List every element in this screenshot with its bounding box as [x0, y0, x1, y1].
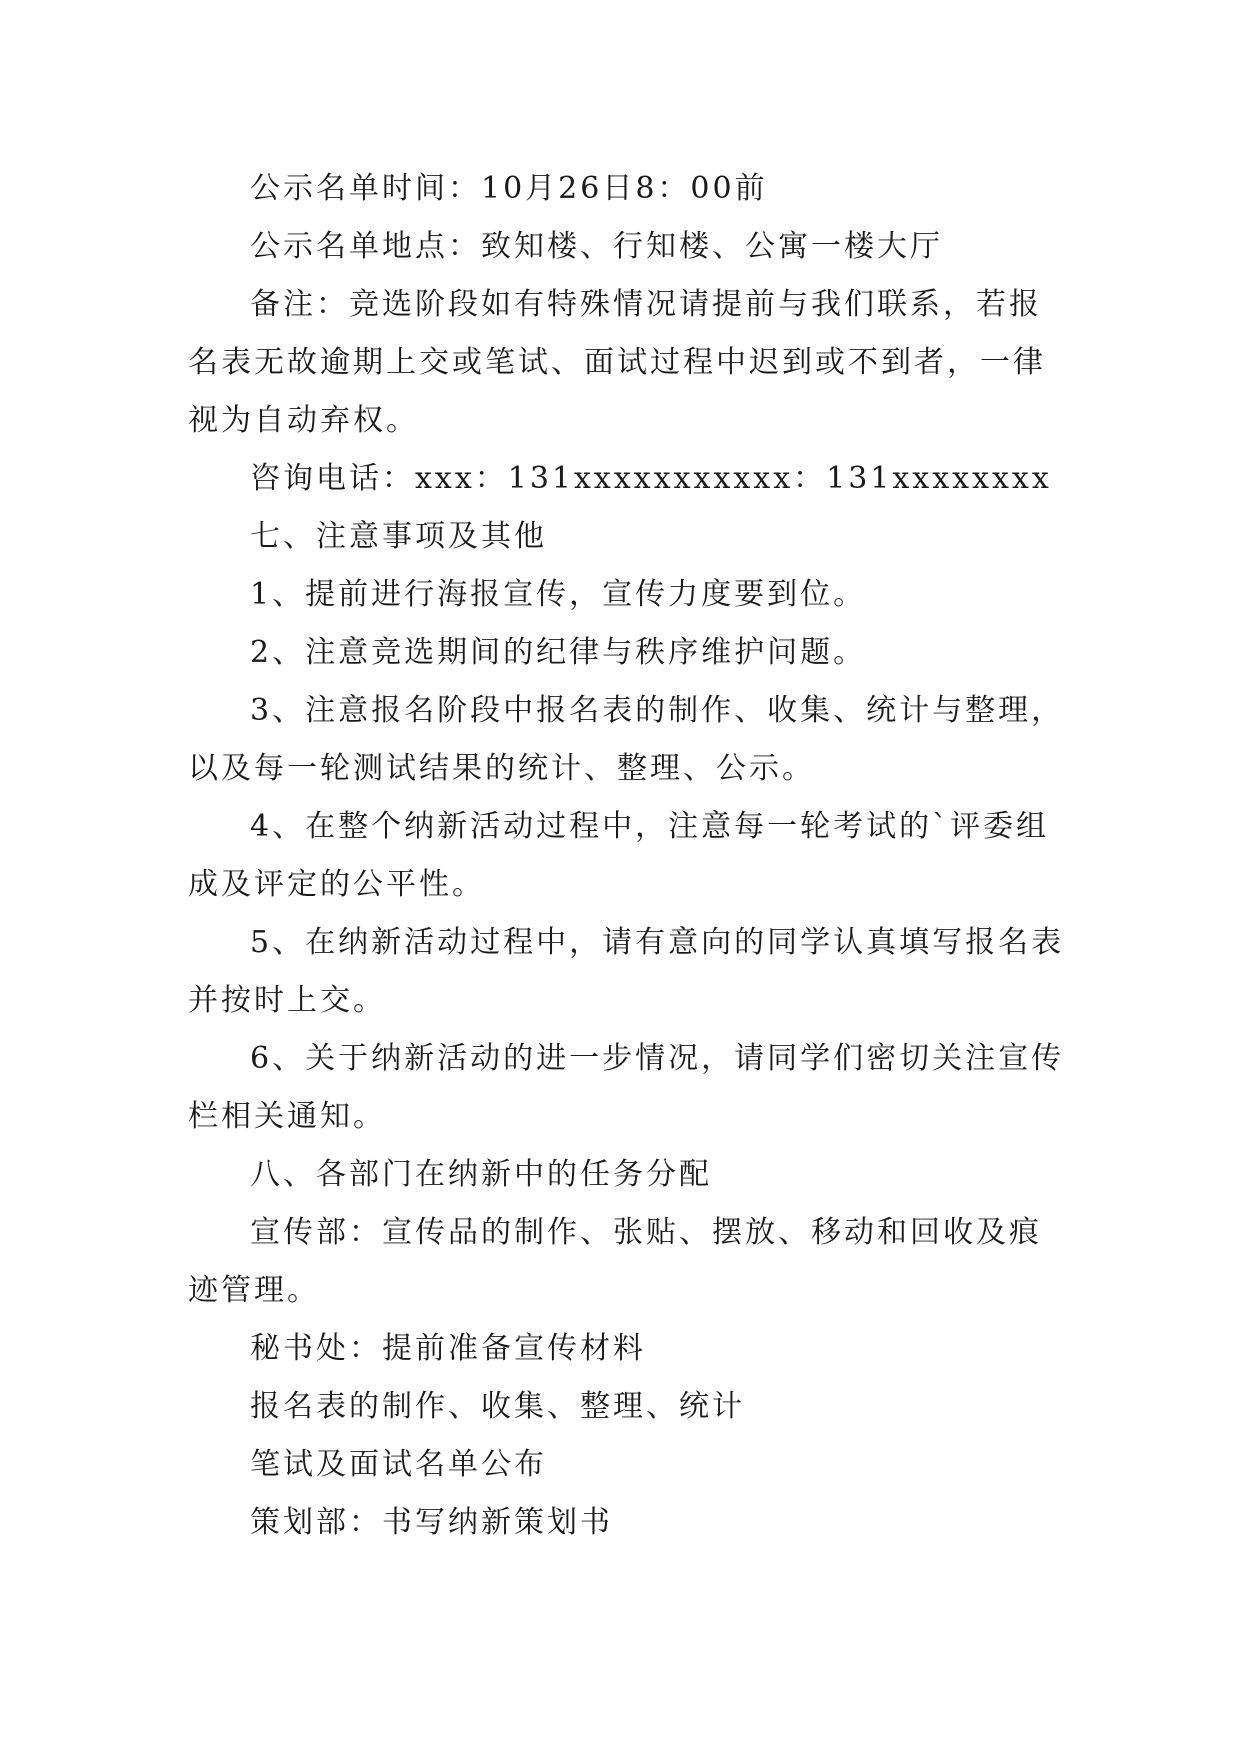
paragraph-note-3: 3、注意报名阶段中报名表的制作、收集、统计与整理，以及每一轮测试结果的统计、整理、公示。	[188, 693, 1065, 786]
document-body	[188, 160, 1068, 1552]
paragraph-note-1: 1、提前进行海报宣传，宣传力度要到位。	[250, 577, 867, 612]
section-heading-notes: 七、注意事项及其他	[250, 519, 547, 554]
paragraph-publish-location: 公示名单地点：致知楼、行知楼、公寓一楼大厅	[250, 229, 943, 264]
paragraph-note-6: 6、关于纳新活动的进一步情况，请同学们密切关注宣传栏相关通知。	[188, 1041, 1065, 1134]
paragraph-note-4: 4、在整个纳新活动过程中，注意每一轮考试的`评委组成及评定的公平性。	[188, 809, 1050, 902]
paragraph-remarks: 备注：竞选阶段如有特殊情况请提前与我们联系，若报名表无故逾期上交或笔试、面试过程中迟到或不到者，一律视为自动弃权。	[188, 287, 1046, 438]
paragraph-planning-dept: 策划部：书写纳新策划书	[250, 1505, 613, 1540]
paragraph-note-5: 5、在纳新活动过程中，请有意向的同学认真填写报名表并按时上交。	[188, 925, 1065, 1018]
paragraph-registration-forms: 报名表的制作、收集、整理、统计	[250, 1389, 745, 1424]
paragraph-publish-time: 公示名单时间：10月26日8：00前	[250, 171, 768, 206]
paragraph-secretariat: 秘书处：提前准备宣传材料	[250, 1331, 646, 1366]
paragraph-exam-list: 笔试及面试名单公布	[250, 1447, 547, 1482]
paragraph-publicity-dept: 宣传部：宣传品的制作、张贴、摆放、移动和回收及痕迹管理。	[188, 1215, 1042, 1308]
section-heading-tasks: 八、各部门在纳新中的任务分配	[250, 1157, 712, 1192]
paragraph-note-2: 2、注意竞选期间的纪律与秩序维护问题。	[250, 635, 867, 670]
paragraph-consult-phone: 咨询电话：xxx：131xxxxxxxxxxx：131xxxxxxxx	[250, 461, 1052, 496]
